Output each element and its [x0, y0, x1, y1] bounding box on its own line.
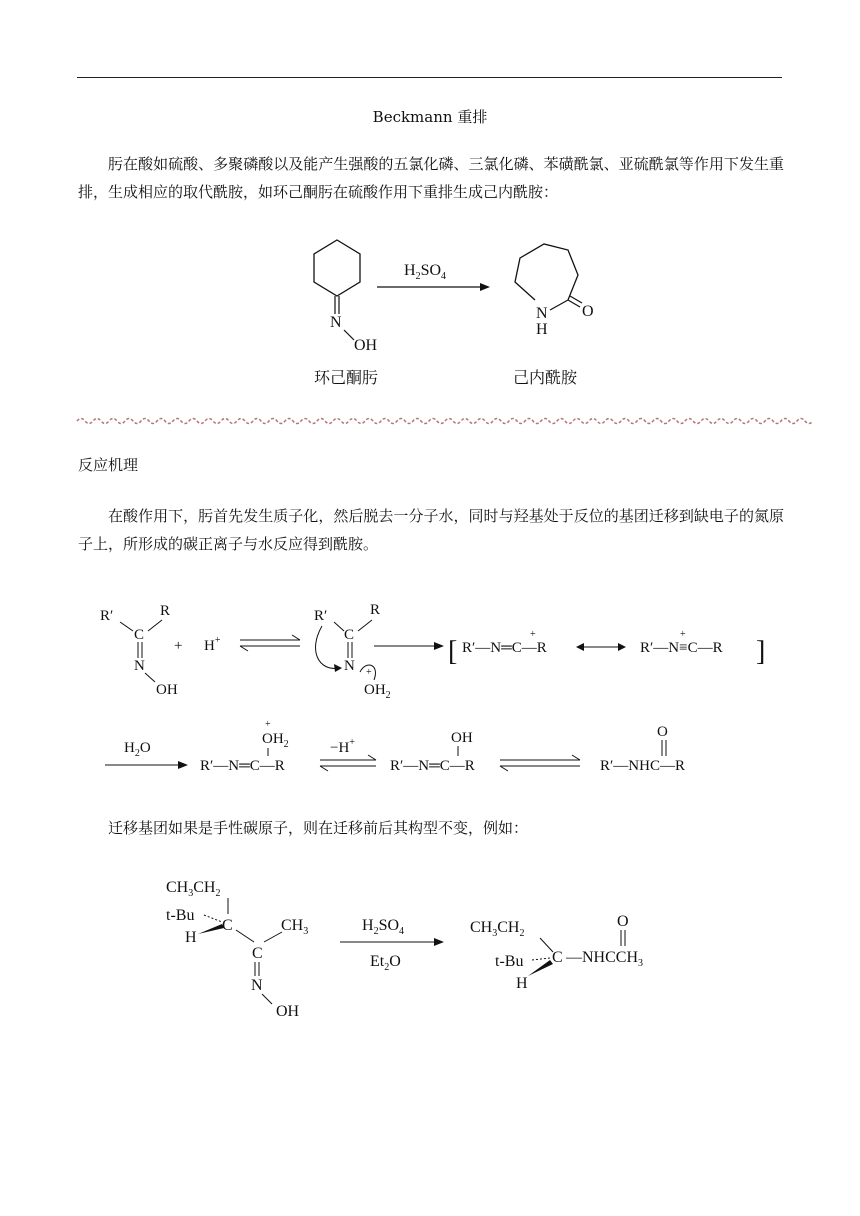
- ethyl-group: $CH_3CH_2$: [166, 879, 221, 899]
- atom-R: R: [160, 603, 171, 619]
- atom-H: H: [185, 929, 197, 946]
- page-title: Beckmann 重排: [372, 108, 488, 126]
- amide-product: R′—NHC—R: [600, 758, 685, 774]
- reagent-water: $H_2O$: [124, 740, 151, 759]
- charge-plus-3: +: [680, 629, 686, 640]
- plus-sign: +: [174, 638, 183, 654]
- imidic-acid: R′—N═C—R: [390, 758, 475, 774]
- atom-NH-H: H: [536, 321, 548, 338]
- atom-C: C: [134, 627, 145, 643]
- atom-Rprime: R′: [100, 608, 114, 624]
- atom-N: N: [134, 658, 145, 674]
- carbocation: R′—N═C—R: [462, 640, 547, 656]
- atom-N-oxime: N: [251, 977, 263, 994]
- atom-OH2: $OH_2$: [364, 682, 391, 701]
- bracket-right: ]: [756, 636, 766, 667]
- atom-C-imine: C: [252, 945, 263, 962]
- chiral-paragraph: 迁移基团如果是手性碳原子，则在迁移前后其构型不变，例如：: [108, 819, 529, 837]
- deprotonation: −H+: [330, 737, 355, 756]
- atom-O: O: [582, 303, 594, 320]
- atom-NH-N: N: [536, 305, 548, 322]
- proton: H+: [204, 635, 221, 654]
- reactant-label: 环己酮肟: [314, 368, 379, 387]
- section-heading: 反应机理: [78, 456, 139, 474]
- oxonium-intermediate: R′—N═C—R: [200, 758, 285, 774]
- atom-OH-3: OH: [451, 730, 473, 746]
- atom-C-2: C: [344, 627, 355, 643]
- reagent-top: $H_2SO_4$: [362, 917, 405, 937]
- atom-N-2: N: [344, 658, 355, 674]
- atom-O-product: O: [617, 913, 629, 930]
- charge-plus: +: [366, 667, 372, 678]
- tbu-group: t-Bu: [166, 907, 195, 924]
- tbu-group-product: t-Bu: [495, 953, 524, 970]
- atom-OH: OH: [156, 682, 178, 698]
- mechanism-paragraph: 在酸作用下，肟首先发生质子化，然后脱去一分子水，同时与羟基处于反位的基团迁移到缺电子的氮原子上，所形成的碳正离子与水反应得到酰胺。: [78, 507, 784, 553]
- methyl-group: $CH_3$: [281, 917, 309, 937]
- atom-H-product: H: [516, 975, 528, 992]
- atom-Rprime-2: R′: [314, 608, 328, 624]
- product-label: 己内酰胺: [513, 368, 578, 387]
- atom-OH2-2: $OH_2$: [262, 731, 289, 750]
- charge-plus-2: +: [530, 629, 536, 640]
- reagent-bottom: $Et_2O$: [370, 953, 401, 973]
- nitrilium-ion: R′—N≡C—R: [640, 640, 723, 656]
- atom-OH: OH: [354, 337, 378, 354]
- atom-O-amide: O: [657, 724, 668, 740]
- atom-C-product: C: [552, 949, 563, 966]
- atom-N: N: [330, 314, 342, 331]
- bracket-left: [: [448, 636, 458, 667]
- acetamide-group: $—NHCCH_3$: [566, 949, 644, 969]
- charge-plus-4: +: [265, 719, 271, 730]
- atom-R-2: R: [370, 602, 381, 618]
- atom-OH-oxime: OH: [276, 1003, 300, 1020]
- atom-C-chiral: C: [222, 917, 233, 934]
- reagent-label: $H_2SO_4$: [404, 262, 447, 282]
- ethyl-group-product: $CH_3CH_2$: [470, 919, 525, 939]
- intro-paragraph: 肟在酸如硫酸、多聚磷酸以及能产生强酸的五氯化磷、三氯化磷、苯磺酰氯、亚硫酰氯等作用下发生重排，生成相应的取代酰胺，如环己酮肟在硫酸作用下重排生成己内酰胺：: [78, 155, 784, 201]
